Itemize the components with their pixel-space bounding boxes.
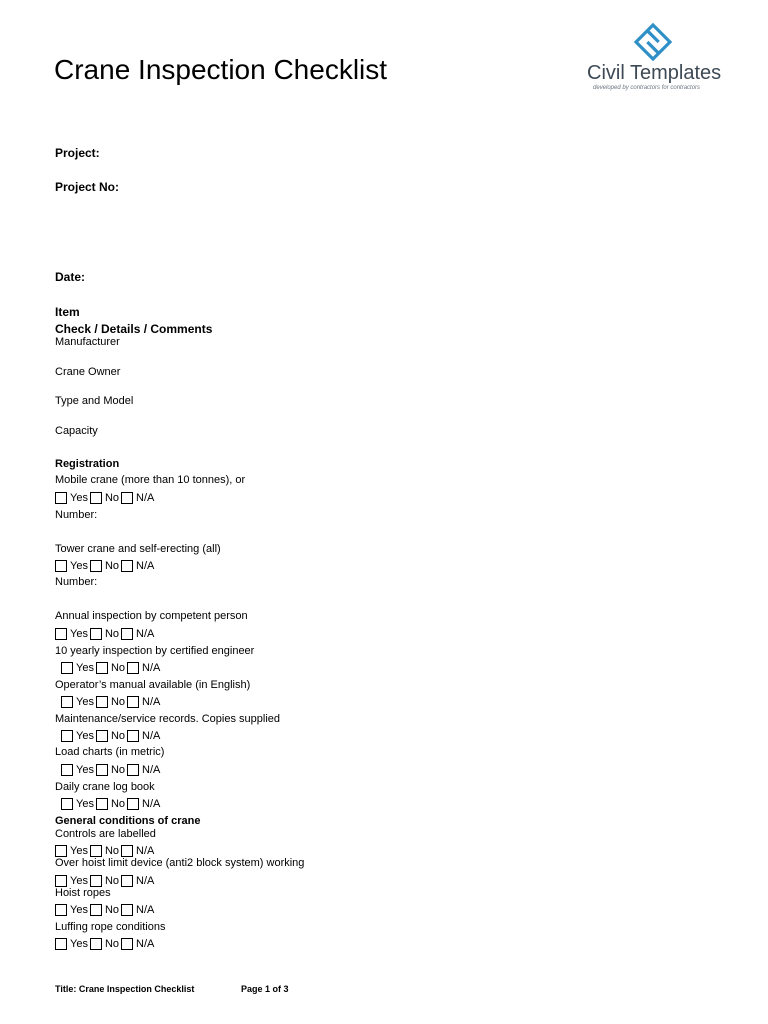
checkbox-yes[interactable] — [61, 798, 73, 810]
checkbox-na[interactable] — [121, 904, 133, 916]
option-na-label: N/A — [136, 904, 155, 916]
option-na-label: N/A — [136, 560, 155, 572]
checkbox-no[interactable] — [96, 662, 108, 674]
option-na-label: N/A — [136, 938, 155, 950]
option-na-label: N/A — [142, 798, 161, 810]
option-yes-label: Yes — [70, 938, 88, 950]
checkbox-no[interactable] — [96, 764, 108, 776]
option-yes-label: Yes — [76, 764, 94, 776]
checkbox-yes[interactable] — [55, 904, 67, 916]
option-yes-label: Yes — [70, 560, 88, 572]
option-yes-label: Yes — [76, 730, 94, 742]
options-hoist-ropes — [55, 903, 156, 917]
number-label-mobile: Number: — [55, 509, 98, 521]
options-annual-inspection — [55, 627, 156, 641]
options-ten-yearly — [61, 661, 162, 675]
detail-capacity: Capacity — [55, 425, 98, 437]
detail-manufacturer: Manufacturer — [55, 336, 120, 348]
item-hoist-ropes: Hoist ropes — [55, 887, 111, 899]
option-na-label: N/A — [142, 764, 161, 776]
option-yes-label: Yes — [70, 875, 88, 887]
option-no-label: No — [104, 560, 120, 572]
option-yes-label: Yes — [70, 845, 88, 857]
item-log-book: Daily crane log book — [55, 781, 155, 793]
checkbox-no[interactable] — [90, 904, 102, 916]
checkbox-yes[interactable] — [55, 875, 67, 887]
checkbox-na[interactable] — [127, 798, 139, 810]
checkbox-yes[interactable] — [61, 764, 73, 776]
project-label: Project: — [55, 146, 100, 160]
option-no-label: No — [104, 938, 120, 950]
logo-mark-icon — [585, 22, 735, 62]
options-load-charts — [61, 763, 162, 777]
checkbox-na[interactable] — [127, 730, 139, 742]
footer-page-number: Page 1 of 3 — [241, 984, 289, 994]
checkbox-na[interactable] — [121, 938, 133, 950]
number-label-tower: Number: — [55, 576, 98, 588]
options-tower-crane — [55, 559, 156, 573]
option-no-label: No — [104, 845, 120, 857]
item-maintenance: Maintenance/service records. Copies supplied — [55, 713, 281, 725]
checkbox-yes[interactable] — [61, 662, 73, 674]
options-maintenance — [61, 729, 162, 743]
option-no-label: No — [104, 875, 120, 887]
section-registration: Registration — [55, 458, 120, 470]
option-yes-label: Yes — [70, 492, 88, 504]
logo-tagline: developed by contractors for contractors — [593, 85, 701, 91]
checkbox-na[interactable] — [121, 875, 133, 887]
option-yes-label: Yes — [70, 628, 88, 640]
checkbox-no[interactable] — [90, 938, 102, 950]
options-over-hoist — [55, 874, 156, 888]
options-controls — [55, 844, 156, 858]
checkbox-no[interactable] — [96, 696, 108, 708]
checkbox-yes[interactable] — [55, 492, 67, 504]
date-label: Date: — [55, 270, 86, 284]
check-header: Check / Details / Comments — [55, 322, 213, 336]
options-log-book — [61, 797, 162, 811]
checkbox-na[interactable] — [127, 662, 139, 674]
option-no-label: No — [110, 798, 126, 810]
option-yes-label: Yes — [76, 662, 94, 674]
option-yes-label: Yes — [70, 904, 88, 916]
options-operators-manual — [61, 695, 162, 709]
section-general-conditions: General conditions of crane — [55, 815, 201, 827]
checkbox-no[interactable] — [96, 730, 108, 742]
option-no-label: No — [110, 696, 126, 708]
checkbox-yes[interactable] — [55, 628, 67, 640]
item-ten-yearly: 10 yearly inspection by certified engineer — [55, 645, 255, 657]
checkbox-no[interactable] — [90, 560, 102, 572]
checkbox-yes[interactable] — [55, 845, 67, 857]
item-tower-crane: Tower crane and self-erecting (all) — [55, 543, 221, 555]
option-na-label: N/A — [142, 696, 161, 708]
page-title: Crane Inspection Checklist — [54, 54, 388, 85]
project-no-label: Project No: — [55, 180, 120, 194]
item-operators-manual: Operator’s manual available (in English) — [55, 679, 251, 691]
option-yes-label: Yes — [76, 798, 94, 810]
item-mobile-crane: Mobile crane (more than 10 tonnes), or — [55, 474, 246, 486]
options-mobile-crane — [55, 491, 156, 505]
option-na-label: N/A — [142, 730, 161, 742]
option-na-label: N/A — [136, 492, 155, 504]
checkbox-na[interactable] — [121, 492, 133, 504]
company-logo — [585, 22, 735, 102]
checkbox-yes[interactable] — [61, 696, 73, 708]
item-header: Item — [55, 305, 80, 319]
checkbox-no[interactable] — [90, 492, 102, 504]
option-yes-label: Yes — [76, 696, 94, 708]
checkbox-na[interactable] — [121, 628, 133, 640]
item-annual-inspection: Annual inspection by competent person — [55, 610, 248, 622]
detail-crane-owner: Crane Owner — [55, 366, 121, 378]
checkbox-yes[interactable] — [61, 730, 73, 742]
option-na-label: N/A — [136, 845, 155, 857]
item-luffing-rope: Luffing rope conditions — [55, 921, 166, 933]
checkbox-yes[interactable] — [55, 938, 67, 950]
logo-brand-text: Civil Templates — [587, 62, 722, 84]
option-no-label: No — [110, 764, 126, 776]
checkbox-na[interactable] — [121, 560, 133, 572]
checkbox-no[interactable] — [90, 628, 102, 640]
checkbox-na[interactable] — [121, 845, 133, 857]
option-no-label: No — [104, 904, 120, 916]
option-na-label: N/A — [136, 875, 155, 887]
options-luffing-rope — [55, 937, 156, 951]
option-no-label: No — [104, 628, 120, 640]
detail-type-model: Type and Model — [55, 395, 134, 407]
checkbox-no[interactable] — [90, 845, 102, 857]
checkbox-no[interactable] — [90, 875, 102, 887]
option-na-label: N/A — [142, 662, 161, 674]
checkbox-no[interactable] — [96, 798, 108, 810]
item-over-hoist: Over hoist limit device (anti2 block system) working — [55, 857, 305, 869]
option-no-label: No — [110, 662, 126, 674]
checkbox-na[interactable] — [127, 764, 139, 776]
item-load-charts: Load charts (in metric) — [55, 746, 165, 758]
option-no-label: No — [110, 730, 126, 742]
footer-title: Title: Crane Inspection Checklist — [55, 984, 195, 994]
checkbox-na[interactable] — [127, 696, 139, 708]
checkbox-yes[interactable] — [55, 560, 67, 572]
option-no-label: No — [104, 492, 120, 504]
option-na-label: N/A — [136, 628, 155, 640]
item-controls: Controls are labelled — [55, 828, 156, 840]
